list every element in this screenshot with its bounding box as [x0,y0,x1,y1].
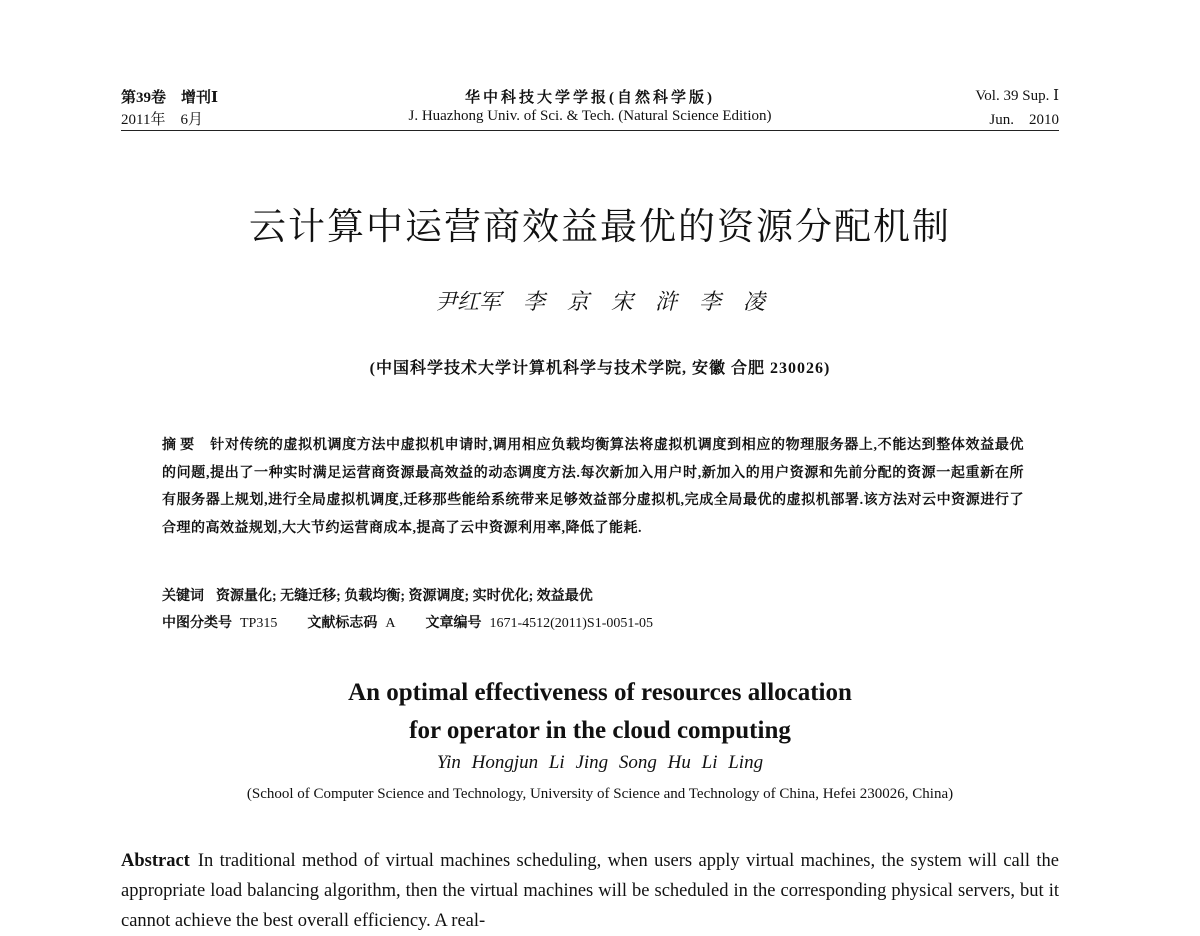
volume-issue-en: Vol. 39 Sup. Ⅰ [975,88,1059,104]
authors-en: Yin Hongjun Li Jing Song Hu Li Ling [436,752,764,773]
journal-name-en: J. Huazhong Univ. of Sci. & Tech. (Natural Science Edition) [408,108,772,124]
article-no-value: 1671-4512(2011)S1-0051-05 [489,616,654,631]
abstract-cn-label: 摘要 [162,438,199,453]
paper-title-cn: 云计算中运营商效益最优的资源分配机制 [249,205,951,248]
journal-header [121,86,1059,130]
header-rule [121,130,1059,131]
keywords-cn [162,585,1024,605]
article-no-label: 文章编号 [425,616,482,631]
paper-title-en [0,674,1200,750]
affiliation-cn: (中国科学技术大学计算机科学与技术学院, 安徽 合肥 230026) [369,360,831,377]
doc-code-value: A [385,616,396,631]
title-en-line2: for operator in the cloud computing [409,717,791,744]
abstract-cn [162,432,1024,542]
authors-cn: 尹红军 李 京 宋 浒 李 凌 [434,290,765,315]
clc-label: 中图分类号 [162,616,232,631]
journal-name-cn: 华中科技大学学报(自然科学版) [465,90,715,106]
affiliation-en: (School of Computer Science and Technology, University of Science and Technology of China, Hefei 230026, China) [246,786,954,802]
keywords-text: 资源量化; 无缝迁移; 负载均衡; 资源调度; 实时优化; 效益最优 [216,589,593,604]
abstract-cn-text: 针对传统的虚拟机调度方法中虚拟机申请时,调用相应负载均衡算法将虚拟机调度到相应的物理服务器上,不能达到整体效益最优的问题,提出了一种实时满足运营商资源最高效益的动态调度方法.每次新加入用户时,新加入的用户资源和先前分配的资源一起重新在所有服务器上规划,进行全局虚拟机调度,迁移那些能给系统带来足够效益部分虚拟机,完成全局最优的虚拟机部署.该方法对云中资源进行了合理的高效益规划,大大节约运营商成本,提高了云中资源利用率,降低了能耗. [162,438,1025,536]
classification-line [162,612,1024,632]
title-en-line1: An optimal effectiveness of resources allocation [348,679,852,706]
doc-code-label: 文献标志码 [307,616,378,631]
volume-issue: 第39卷 增刊Ⅰ [121,90,219,106]
issue-date-cn: 2011年 6月 [121,112,203,128]
abstract-en-text: In traditional method of virtual machines scheduling, when users apply virtual machines, the system will call the appropriate load balancing algorithm, then the virtual machines will be scheduled in the corresponding physical servers, but it cannot achieve the best overall efficiency. A real- [121,851,1059,931]
clc-value: TP315 [240,616,278,631]
abstract-en-label: Abstract [121,851,190,871]
issue-date-en: Jun. 2010 [989,112,1059,128]
keywords-label: 关键词 [162,589,204,604]
abstract-en [121,846,1059,936]
